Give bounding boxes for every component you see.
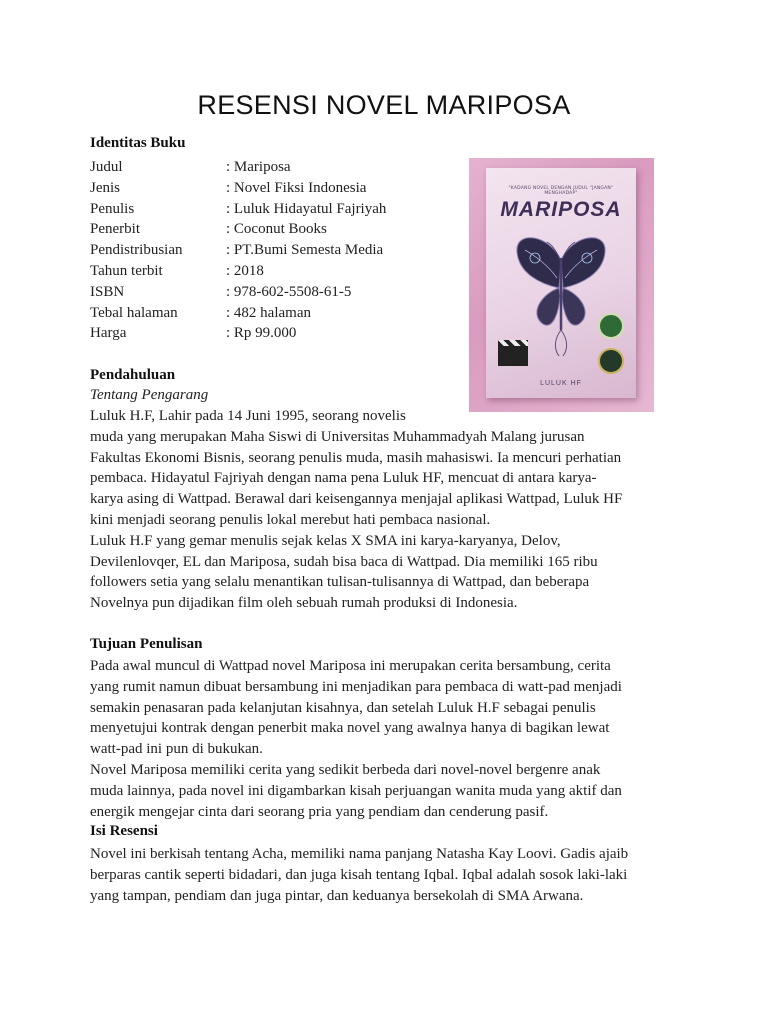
identitas-value: : 2018 (226, 262, 264, 279)
pendahuluan-paragraph (90, 406, 680, 614)
tentang-pengarang-subheading: Tentang Pengarang (90, 387, 209, 403)
identitas-value: : Mariposa (226, 159, 291, 175)
identitas-label: Jenis (90, 179, 120, 196)
identitas-row-judul (90, 157, 386, 178)
book-cover (486, 168, 636, 398)
text-line: followers setia yang selalu menantikan tulisan-tulisannya di Wattpad, dan beberapa (90, 574, 590, 591)
identitas-row-isbn (90, 282, 386, 303)
seal-badge-icon (598, 348, 624, 374)
identitas-label: Pendistribusian (90, 242, 183, 259)
identitas-value: : Rp 99.000 (226, 325, 297, 342)
identitas-heading: Identitas Buku (90, 135, 186, 151)
identitas-label: Tahun terbit (90, 262, 163, 279)
text-line: Novelnya pun dijadikan film oleh sebuah rumah produksi di Indonesia. (90, 595, 518, 612)
text-line: pembaca. Hidayatul Fajriyah dengan nama pena Luluk HF, mencuat di antara karya- (90, 470, 597, 487)
identitas-label: Judul (90, 159, 123, 175)
isi-resensi-paragraph (90, 844, 680, 906)
identitas-row-jenis (90, 178, 386, 199)
identitas-label: Tebal halaman (90, 304, 178, 321)
text-line: karya asing di Wattpad. Berawal dari keisengannya menjajal aplikasi Wattpad, Luluk HF (90, 491, 623, 508)
text-line: Pada awal muncul di Wattpad novel Mariposa ini merupakan cerita bersambung, cerita (90, 658, 611, 674)
text-line: Luluk H.F, Lahir pada 14 Juni 1995, seorang novelis (90, 408, 406, 424)
identitas-label: Harga (90, 325, 127, 342)
text-line: berparas cantik seperti bidadari, dan juga kisah tentang Iqbal. Iqbal adalah sosok laki-laki (90, 866, 628, 883)
identitas-value: : Novel Fiksi Indonesia (226, 179, 367, 196)
book-cover-tagline: "KADANG NOVEL DENGAN JUDUL “JANGAN” MENGHADAP" (508, 186, 614, 196)
identitas-value: : PT.Bumi Semesta Media (226, 242, 384, 259)
text-line: menyetujui kontrak dengan penerbit maka novel yang awalnya hanya di bagikan lewat (90, 720, 610, 737)
identitas-label: Penerbit (90, 221, 140, 238)
award-badge-icon (598, 313, 624, 339)
text-line: yang rumit namun dibuat bersambung ini menjadikan para pembaca di watt-pad menjadi (90, 678, 622, 695)
identitas-row-harga (90, 323, 386, 344)
identitas-row-tahun-terbit (90, 261, 386, 282)
text-line: muda yang merupakan Maha Siswi di Universitas Muhammadyah Malang jurusan (90, 428, 585, 445)
text-line: Luluk H.F yang gemar menulis sejak kelas X SMA ini karya-karyanya, Delov, (90, 532, 561, 549)
isi-resensi-heading: Isi Resensi (90, 823, 158, 839)
identitas-row-penulis (90, 199, 386, 220)
book-cover-author: LULUK HF (540, 380, 582, 387)
text-line: kini menjadi seorang penulis lokal merebut hati pembaca nasional. (90, 511, 491, 528)
film-clapper-icon (498, 346, 528, 366)
text-line: energik mengejar cinta dari seorang pria yang pendiam dan cenderung pasif. (90, 803, 549, 820)
identitas-row-pendistribusian (90, 240, 386, 261)
text-line: watt-pad ini pun di bukukan. (90, 741, 263, 758)
identitas-row-tebal-halaman (90, 303, 386, 324)
identitas-value: : Luluk Hidayatul Fajriyah (226, 200, 387, 217)
identitas-label: ISBN (90, 283, 125, 300)
pendahuluan-heading: Pendahuluan (90, 367, 176, 383)
tujuan-heading: Tujuan Penulisan (90, 636, 203, 652)
identitas-row-penerbit (90, 219, 386, 240)
text-line: yang tampan, pendiam dan juga pintar, dan keduanya bersekolah di SMA Arwana. (90, 887, 584, 904)
text-line: muda lainnya, pada novel ini digambarkan kisah perjuangan wanita muda yang aktif dan (90, 782, 622, 799)
text-line: Devilenlovqer, EL dan Mariposa, sudah bisa baca di Wattpad. Dia memiliki 165 ribu (90, 553, 598, 570)
page-title: RESENSI NOVEL MARIPOSA (197, 90, 571, 120)
identitas-value: : 978-602-5508-61-5 (226, 283, 352, 300)
identitas-value: : Coconut Books (226, 221, 327, 238)
text-line: Fakultas Ekonomi Bisnis, seorang penulis muda, masih mahasiswi. Ia mencuri perhatian (90, 449, 622, 466)
text-line: Novel Mariposa memiliki cerita yang sedikit berbeda dari novel-novel bergenre anak (90, 761, 601, 778)
identitas-value: : 482 halaman (226, 304, 311, 321)
book-cover-photo (469, 158, 654, 412)
tujuan-paragraph (90, 656, 680, 822)
book-cover-title: MARIPOSA (500, 198, 622, 221)
identitas-table (90, 157, 386, 344)
text-line: Novel ini berkisah tentang Acha, memiliki nama panjang Natasha Kay Loovi. Gadis ajaib (90, 846, 629, 862)
identitas-label: Penulis (90, 200, 135, 217)
text-line: semakin penasaran pada kelanjutan kisahnya, dan setelah Luluk H.F sebagai penulis (90, 699, 596, 716)
